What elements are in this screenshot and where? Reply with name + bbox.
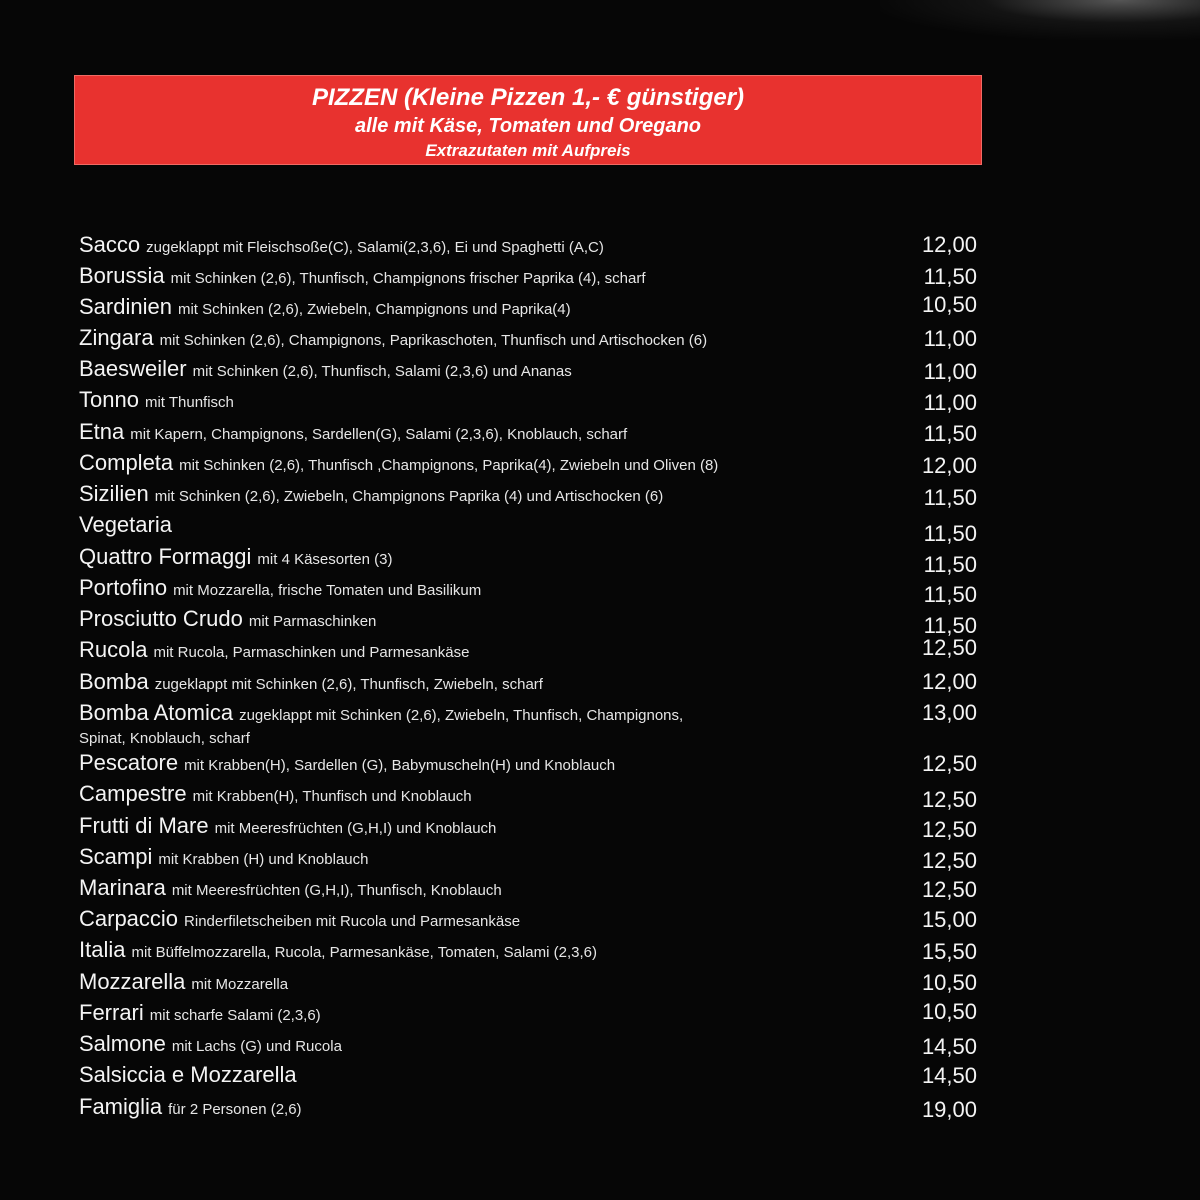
menu-item-price: 12,00 xyxy=(921,669,977,694)
menu-item-price: 14,50 xyxy=(921,1063,977,1088)
menu-item-description: für 2 Personen (2,6) xyxy=(168,1101,302,1118)
menu-item-price: 10,50 xyxy=(921,999,977,1024)
menu-item xyxy=(79,606,979,638)
menu-item-name: Rucola xyxy=(79,637,148,662)
menu-item-name: Italia xyxy=(79,937,126,962)
menu-item xyxy=(79,1031,979,1060)
menu-item xyxy=(79,750,979,779)
menu-item xyxy=(79,575,979,607)
menu-item-price: 11,50 xyxy=(923,552,977,577)
menu-item xyxy=(79,937,979,966)
menu-item-price: 11,00 xyxy=(923,390,977,415)
menu-item-name: Prosciutto Crudo xyxy=(79,606,243,631)
menu-item-name: Bomba xyxy=(79,669,149,694)
menu-item-name: Completa xyxy=(79,450,174,475)
menu-item-description: Rinderfiletscheiben mit Rucola und Parmesankäse xyxy=(184,913,521,930)
menu-item-name: Vegetaria xyxy=(79,512,172,537)
menu-item-description: mit Lachs (G) und Rucola xyxy=(171,1038,342,1055)
menu-item-description-continued: Spinat, Knoblauch, scharf xyxy=(79,730,250,747)
menu-item-description: mit Mozzarella xyxy=(191,976,289,993)
menu-item-price: 12,50 xyxy=(921,751,977,776)
menu-item xyxy=(79,450,979,479)
menu-item xyxy=(79,232,979,261)
menu-item-name: Carpaccio xyxy=(79,906,179,931)
menu-item-name: Salsiccia e Mozzarella xyxy=(79,1062,297,1087)
menu-item-description: mit Schinken (2,6), Zwiebeln, Champignons und Paprika(4) xyxy=(177,301,571,318)
menu-item xyxy=(79,387,979,416)
menu-item xyxy=(79,544,979,577)
menu-item xyxy=(79,781,979,810)
menu-item-description: mit Schinken (2,6), Thunfisch, Salami (2,3,6) und Ananas xyxy=(192,363,572,380)
menu-item-description: mit Mozzarella, frische Tomaten und Basilikum xyxy=(173,582,482,599)
menu-item-price: 11,50 xyxy=(923,421,977,446)
menu-item-description: mit Schinken (2,6), Thunfisch, Champignons frischer Paprika (4), scharf xyxy=(170,270,646,287)
menu-item-name: Famiglia xyxy=(79,1094,163,1119)
menu-item xyxy=(79,419,979,448)
menu-item-description: mit Schinken (2,6), Thunfisch ,Champignons, Paprika(4), Zwiebeln und Oliven (8) xyxy=(179,457,719,474)
menu-item xyxy=(79,481,979,510)
menu-item-price: 15,00 xyxy=(921,907,977,932)
menu-item-description: mit Schinken (2,6), Zwiebeln, Champignons Paprika (4) und Artischocken (6) xyxy=(154,488,664,505)
menu-item-price: 14,50 xyxy=(921,1034,977,1059)
menu-item-price: 11,50 xyxy=(923,485,977,510)
menu-item-name: Baesweiler xyxy=(79,356,187,381)
menu-section-title: PIZZEN (Kleine Pizzen 1,- € günstiger) xyxy=(311,84,745,111)
menu-item-price: 12,50 xyxy=(921,635,977,660)
menu-item-price: 10,50 xyxy=(921,970,977,995)
menu-item-name: Pescatore xyxy=(79,750,179,775)
menu-item xyxy=(79,512,979,546)
menu-item-name: Sizilien xyxy=(79,481,149,506)
menu-item-name: Campestre xyxy=(79,781,187,806)
menu-item xyxy=(79,325,979,354)
menu-item-description: mit Meeresfrüchten (G,H,I), Thunfisch, Knoblauch xyxy=(171,882,502,899)
menu-item-price: 11,50 xyxy=(923,521,977,546)
menu-item xyxy=(79,263,979,292)
menu-item-name: Borussia xyxy=(79,263,165,288)
menu-item-description: mit Parmaschinken xyxy=(248,613,377,630)
menu-item-price: 12,50 xyxy=(921,817,977,842)
menu-item-description: zugeklappt mit Schinken (2,6), Thunfisch, Zwiebeln, scharf xyxy=(154,676,543,693)
menu-item-name: Marinara xyxy=(79,875,166,900)
menu-item xyxy=(79,906,979,935)
menu-item-name: Portofino xyxy=(79,575,168,600)
menu-item-name: Sacco xyxy=(79,232,141,257)
menu-item-description: mit Thunfisch xyxy=(144,394,234,411)
menu-item-description: mit Büffelmozzarella, Rucola, Parmesankäse, Tomaten, Salami (2,3,6) xyxy=(131,944,597,961)
menu-item-description: zugeklappt mit Schinken (2,6), Zwiebeln, Thunfisch, Champignons, xyxy=(239,707,684,724)
menu-item xyxy=(79,669,979,698)
menu-item xyxy=(79,813,979,842)
menu-item-price: 12,50 xyxy=(921,787,977,812)
menu-item-description: mit Schinken (2,6), Champignons, Paprikaschoten, Thunfisch und Artischocken (6) xyxy=(159,332,708,349)
menu-item-price: 15,50 xyxy=(921,939,977,964)
menu-item xyxy=(79,356,979,385)
menu-item xyxy=(79,637,979,666)
menu-item-description: mit scharfe Salami (2,3,6) xyxy=(149,1007,321,1024)
menu-item-description: mit 4 Käsesorten (3) xyxy=(257,551,393,568)
menu-item-name: Scampi xyxy=(79,844,153,869)
menu-item xyxy=(79,294,979,323)
menu-item-name: Quattro Formaggi xyxy=(79,544,252,569)
menu-item-name: Tonno xyxy=(79,387,139,412)
menu-item-price: 13,00 xyxy=(921,700,977,725)
menu-item-price: 19,00 xyxy=(921,1097,977,1122)
menu-item-description: mit Rucola, Parmaschinken und Parmesankäse xyxy=(153,644,470,661)
menu-item-description: zugeklappt mit Fleischsoße(C), Salami(2,3,6), Ei und Spaghetti (A,C) xyxy=(146,239,604,256)
menu-item xyxy=(79,1000,979,1029)
menu-item-description: mit Meeresfrüchten (G,H,I) und Knoblauch xyxy=(214,820,497,837)
menu-item-price: 11,00 xyxy=(923,326,977,351)
menu-item-description: mit Kapern, Champignons, Sardellen(G), Salami (2,3,6), Knoblauch, scharf xyxy=(130,426,628,443)
menu-item-name: Frutti di Mare xyxy=(79,813,209,838)
menu-item-name: Zingara xyxy=(79,325,154,350)
menu-item xyxy=(79,700,979,749)
menu-item-name: Mozzarella xyxy=(79,969,186,994)
menu-item-price: 11,50 xyxy=(923,613,977,638)
menu-item-name: Etna xyxy=(79,419,125,444)
menu-item-price: 12,00 xyxy=(921,453,977,478)
menu-item xyxy=(79,1062,979,1091)
menu-item-price: 11,00 xyxy=(923,359,977,384)
menu-item xyxy=(79,1094,979,1123)
menu-item-price: 12,50 xyxy=(921,877,977,902)
menu-item-description: mit Krabben (H) und Knoblauch xyxy=(158,851,369,868)
menu-item-name: Sardinien xyxy=(79,294,172,319)
menu-item-price: 10,50 xyxy=(921,292,977,317)
menu-item-price: 11,50 xyxy=(923,264,977,289)
menu-item-price: 12,50 xyxy=(921,848,977,873)
menu-item-name: Ferrari xyxy=(79,1000,144,1025)
menu-section-note: Extrazutaten mit Aufpreis xyxy=(425,141,631,160)
menu-item-price: 11,50 xyxy=(923,582,977,607)
menu-item xyxy=(79,844,979,873)
menu-item-price: 12,00 xyxy=(921,232,977,257)
menu-item-description: mit Krabben(H), Sardellen (G), Babymuscheln(H) und Knoblauch xyxy=(184,757,616,774)
menu-item xyxy=(79,875,979,904)
menu-item xyxy=(79,969,979,998)
menu-item-description: mit Krabben(H), Thunfisch und Knoblauch xyxy=(192,788,472,805)
menu-section-subtitle: alle mit Käse, Tomaten und Oregano xyxy=(355,115,701,137)
menu-item-name: Salmone xyxy=(79,1031,166,1056)
menu-item-name: Bomba Atomica xyxy=(79,700,234,725)
